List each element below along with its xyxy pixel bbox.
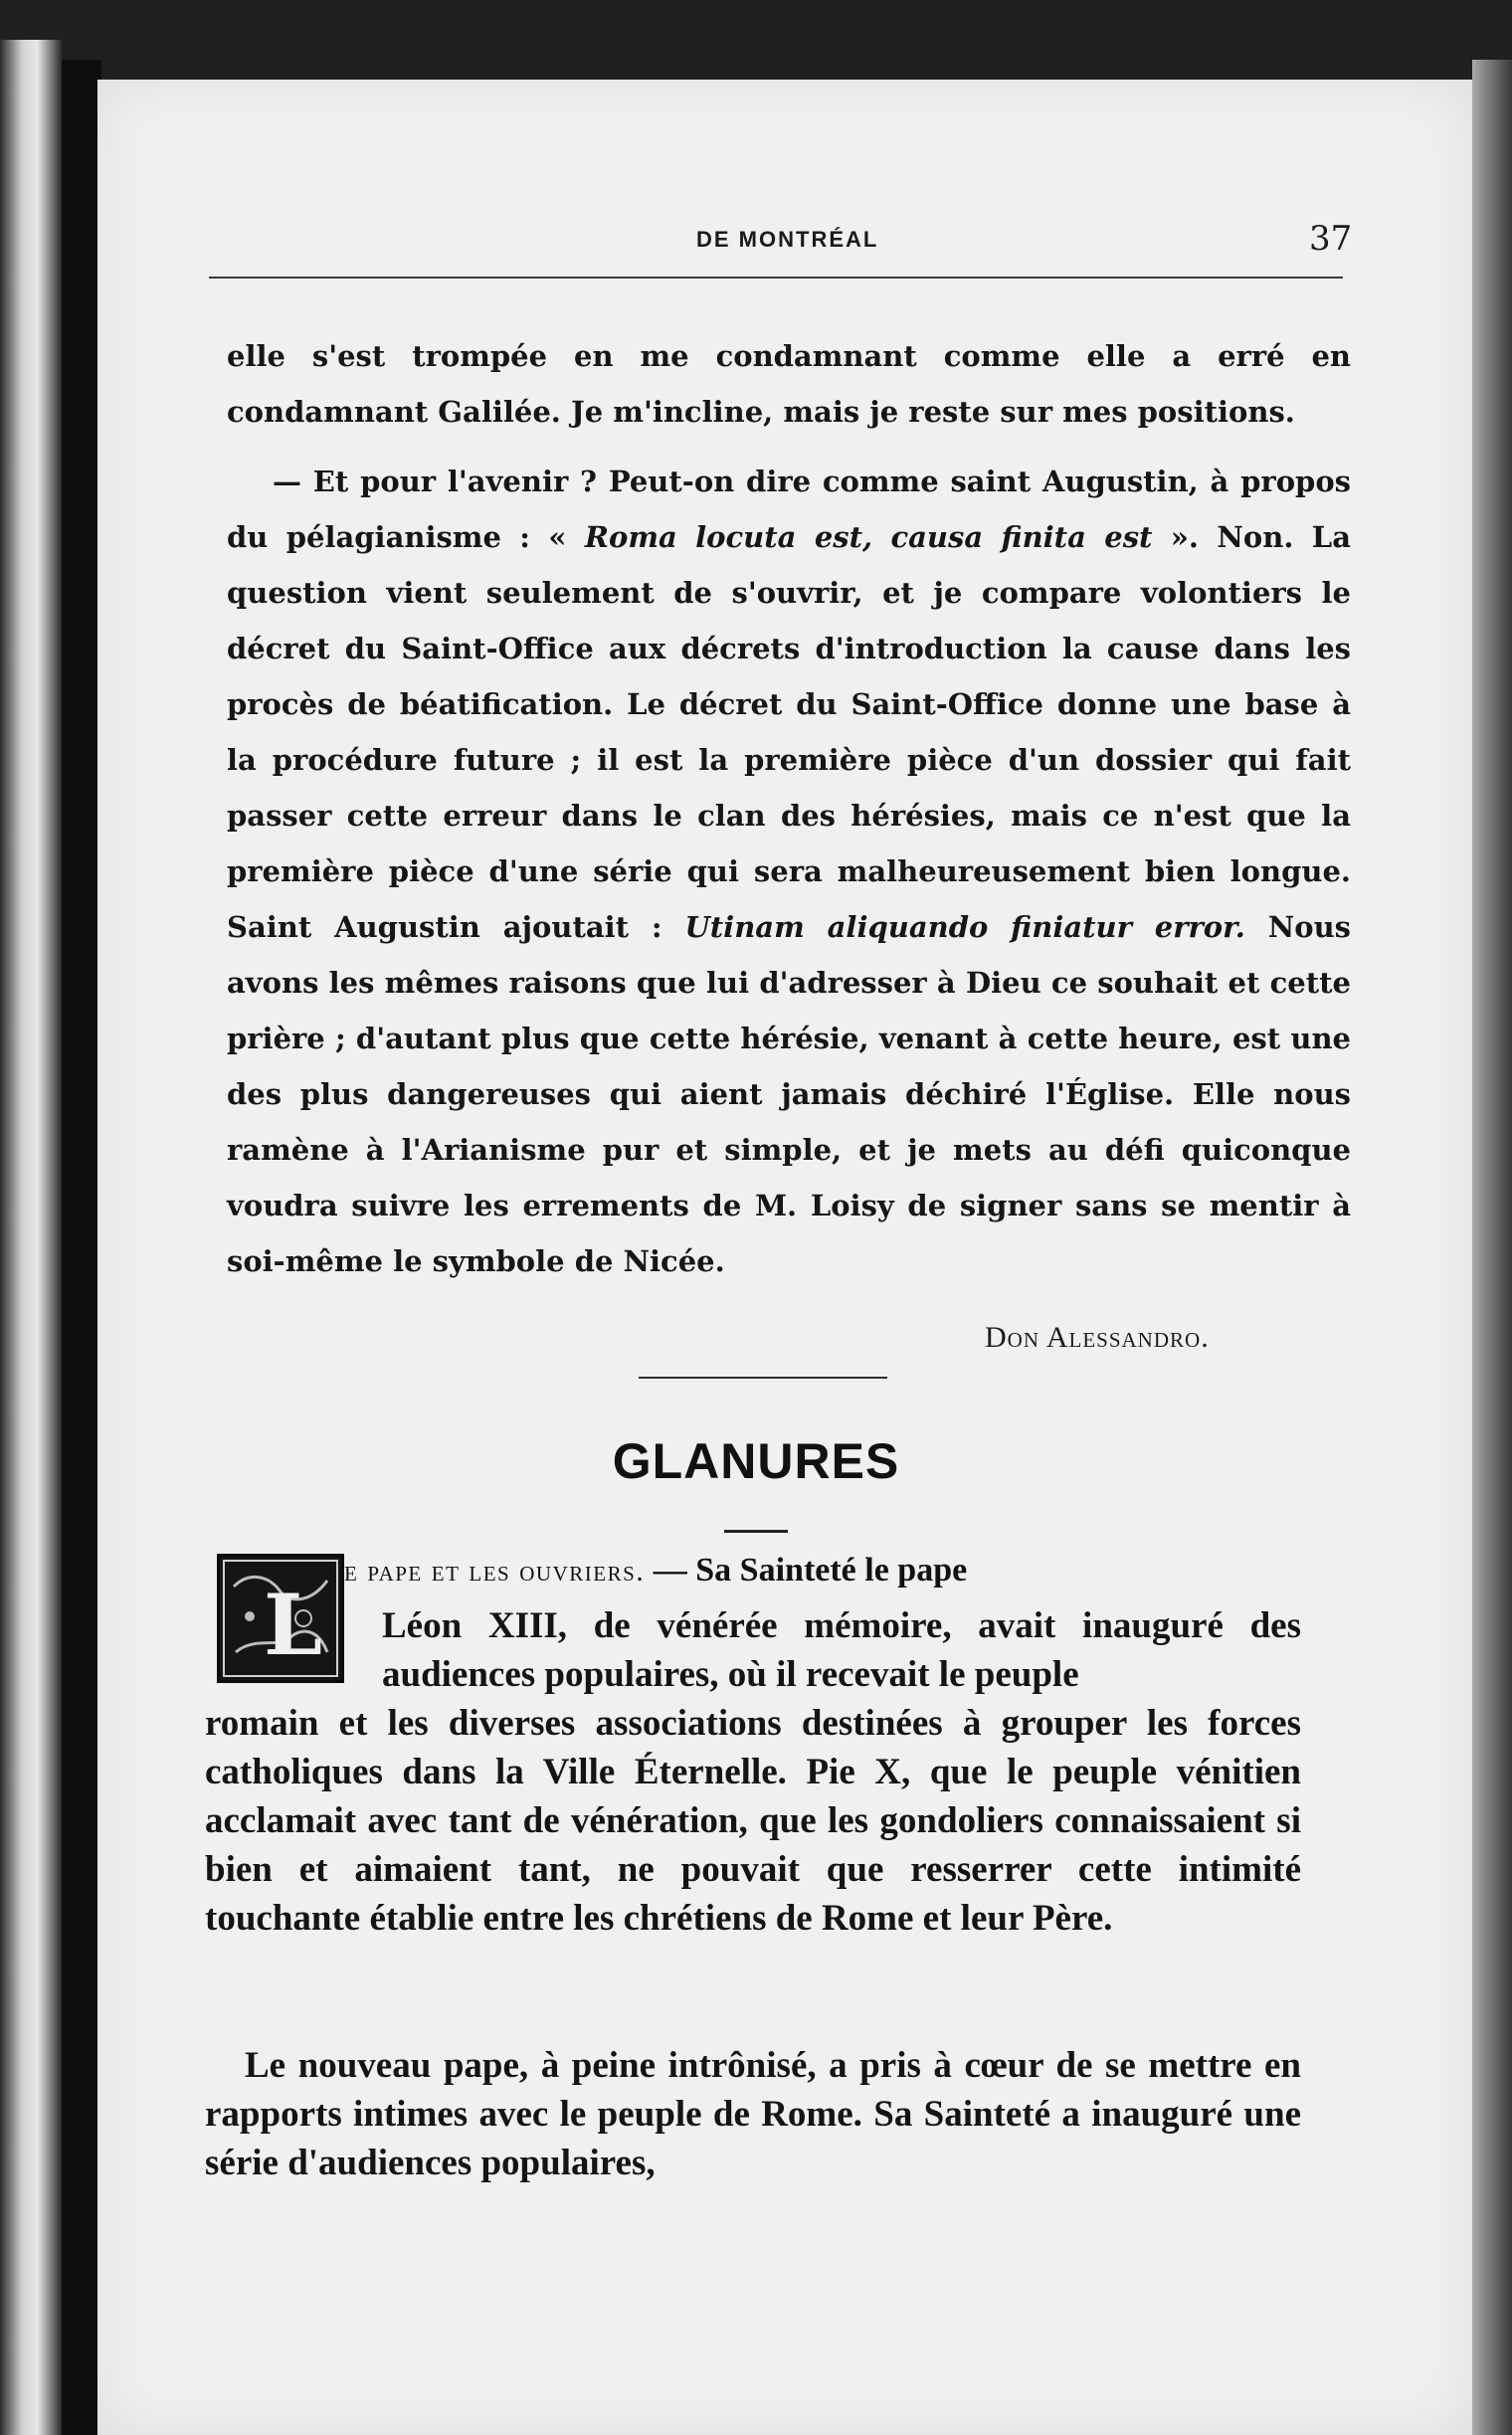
adjacent-page-edge	[0, 40, 62, 2435]
author-signature: Don Alessandro.	[985, 1321, 1210, 1354]
paragraph-2-part-a: — Et pour l'avenir ? Peut-on dire comme saint Augustin, à propos du pélagianisme : «	[227, 465, 1351, 554]
section-title: GLANURES	[612, 1433, 900, 1489]
glanures-indented-text: Léon XIII, de vénérée mémoire, avait inauguré des audiences populaires, où il recevait le peuple	[382, 1605, 1301, 1695]
glanures-second-paragraph: Le nouveau pape, à peine intrônisé, a pris à cœur de se mettre en rapports intimes avec le peuple de Rome. Sa Sainteté a inauguré une série d'audiences populaires,	[205, 2045, 1301, 2183]
paragraph-2-part-c: Nous avons les mêmes raisons que lui d'adresser à Dieu ce souhait et cette prière ; d'autant plus que cette hérésie, venant à cette heure, est une des plus dangereuses qui aient jamais déchiré l'Église. Elle nous ramène à l'Arianisme pur et simple, et je mets au défi quiconque voudra suivre les errements de M. Loisy de signer sans se mentir à soi-même le symbole de Nicée.	[227, 910, 1351, 1278]
ornamental-dropcap-icon	[217, 1554, 344, 1683]
article-paragraph-2	[227, 454, 1351, 1289]
page-number: 37	[1309, 219, 1353, 259]
latin-quote-roma: Roma locuta est, causa finita est	[584, 520, 1153, 554]
section-separator-rule	[639, 1377, 887, 1379]
running-title: DE MONTRÉAL	[696, 227, 879, 252]
header-rule	[209, 277, 1343, 279]
lead-smallcaps: e pape et les ouvriers.	[344, 1555, 646, 1588]
latin-quote-utinam: Utinam aliquando finiatur error.	[684, 910, 1245, 944]
paragraph-2-part-b: ». Non. La question vient seulement de s'ouvrir, et je compare volontiers le décret du Saint-Office aux décrets d'introduction la cause dans les procès de béatification. Le décret du Saint-Office donne une base à la procédure future ; il est la première pièce d'un dossier qui fait passer cette erreur dans le clan des hérésies, mais ce n'est que la première pièce d'une série qui sera malheureusement bien longue. Saint Augustin ajoutait :	[227, 520, 1351, 944]
dropcap-letter: L	[264, 1576, 323, 1674]
book-gutter	[62, 60, 101, 2435]
glanures-main-text: romain et les diverses associations destinées à grouper les forces catholiques dans la Ville Éternelle. Pie X, que le peuple vénitien acclamait avec tant de vénération, que les gondoliers connaissaient si bien et aimaient tant, ne pouvait que resserrer cette intimité touchante établie entre les chrétiens de Rome et leur Père.	[205, 1703, 1301, 1939]
article-paragraph-1: elle s'est trompée en me condamnant comme elle a erré en condamnant Galilée. Je m'incline, mais je reste sur mes positions.	[227, 339, 1351, 429]
title-underline-rule	[724, 1530, 788, 1533]
glanures-first-line	[344, 1552, 967, 1590]
page-right-edge	[1472, 60, 1512, 2435]
lead-rest: — Sa Sainteté le pape	[645, 1552, 968, 1589]
